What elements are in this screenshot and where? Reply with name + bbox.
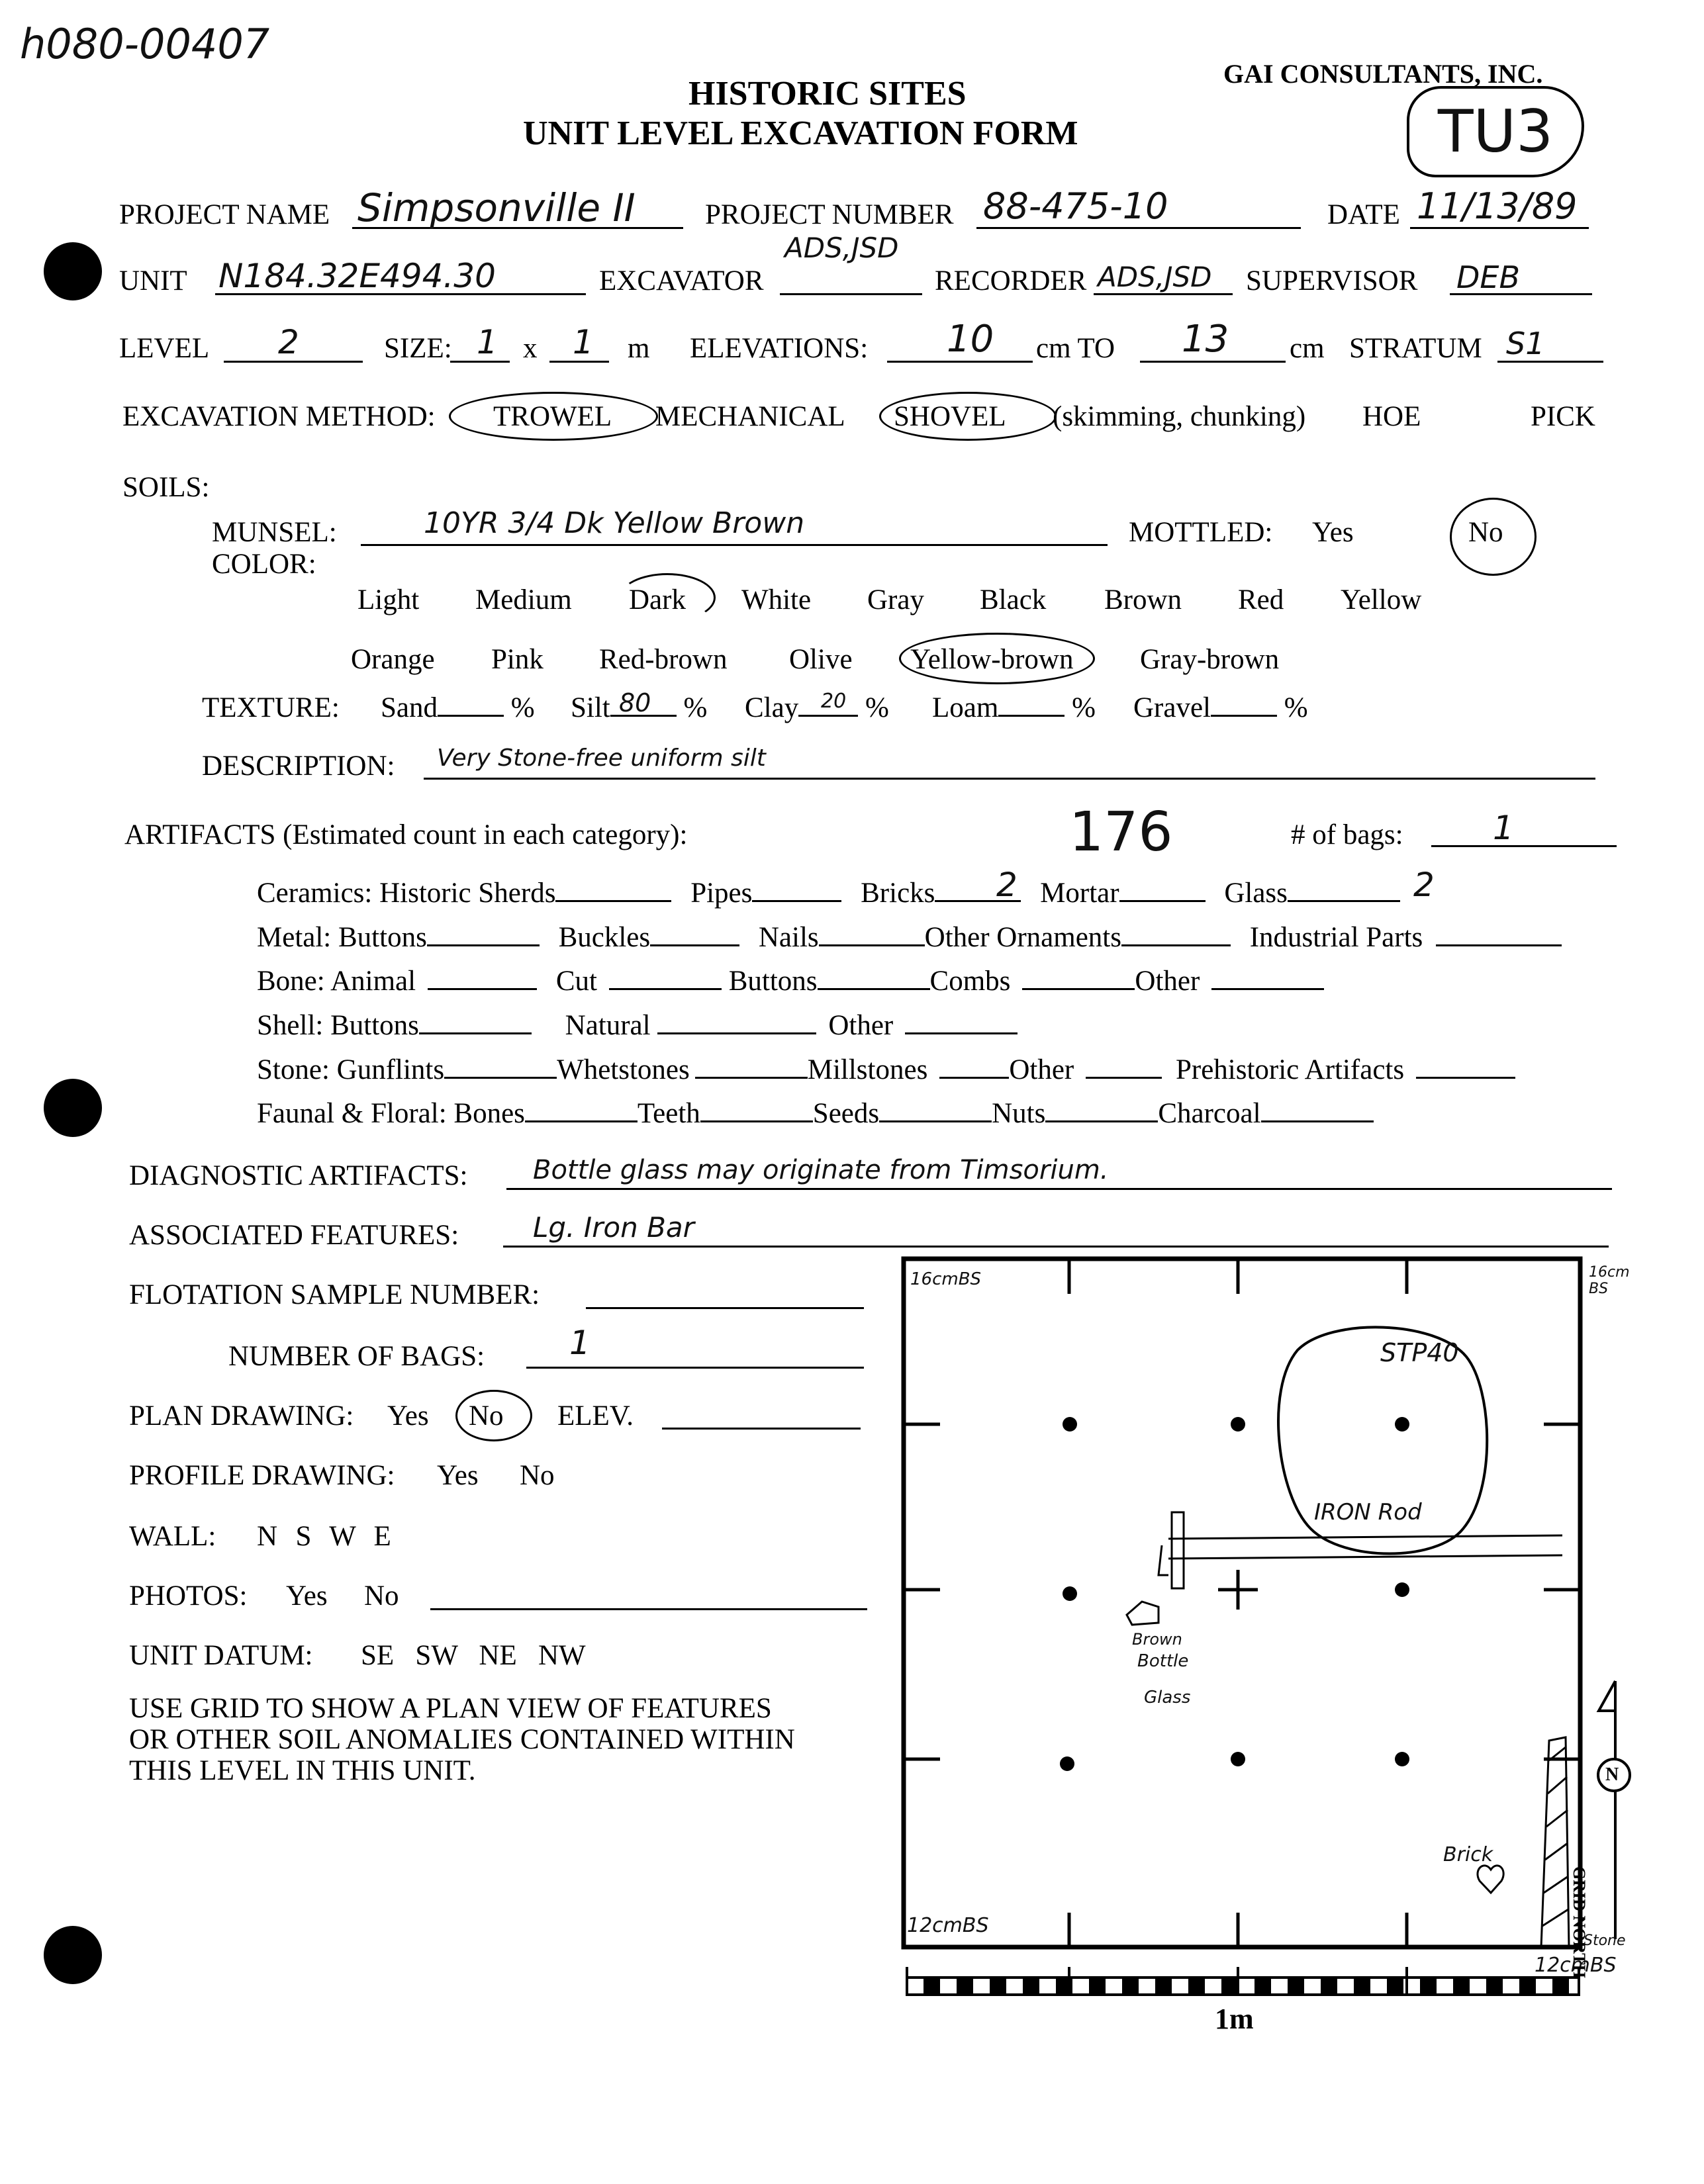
- flotation-field[interactable]: [586, 1307, 864, 1309]
- punch-hole-bottom: [44, 1926, 102, 1984]
- seeds-field[interactable]: [879, 1120, 992, 1122]
- gunflints-field[interactable]: [444, 1076, 557, 1079]
- texture-loam: Loam %: [932, 692, 1096, 723]
- plan-glass-note-3: Glass: [1144, 1688, 1191, 1707]
- glass-value: 2: [1413, 866, 1435, 904]
- color-medium[interactable]: Medium: [475, 584, 572, 615]
- color-light[interactable]: Light: [357, 584, 420, 615]
- number-of-bags-label: NUMBER OF BAGS:: [228, 1341, 485, 1372]
- excavator-value: ADS,JSD: [784, 232, 899, 264]
- elev-field[interactable]: [662, 1428, 861, 1430]
- other-ornaments-field[interactable]: [1121, 944, 1231, 946]
- profile-drawing-label: PROFILE DRAWING:: [129, 1460, 395, 1491]
- sand-field[interactable]: [438, 714, 504, 717]
- plan-no[interactable]: No: [469, 1400, 504, 1432]
- color-gray[interactable]: Gray: [867, 584, 924, 615]
- level-value: 2: [278, 323, 299, 361]
- munsel-field[interactable]: [361, 544, 1108, 546]
- silt-value: 80: [619, 688, 651, 717]
- recorder-field[interactable]: [1094, 293, 1233, 295]
- num-bags-value: 1: [1493, 809, 1514, 847]
- color-orange[interactable]: Orange: [351, 644, 435, 675]
- size-x-label: x: [523, 333, 538, 364]
- clay-value: 20: [821, 690, 847, 713]
- photos-yes[interactable]: Yes: [286, 1580, 328, 1612]
- artifact-total-value: 176: [1069, 801, 1173, 864]
- elevations-label: ELEVATIONS:: [690, 333, 869, 364]
- cut-field[interactable]: [609, 987, 722, 990]
- stratum-label: STRATUM: [1349, 333, 1482, 364]
- elev-from-value: 10: [947, 318, 994, 361]
- plan-glass-note-2: Bottle: [1137, 1651, 1189, 1671]
- ceramics-row: Ceramics: Historic Sherds Pipes Bricks Mortar Glass: [257, 877, 1400, 909]
- profile-yes[interactable]: Yes: [437, 1460, 479, 1491]
- metal-buttons-field[interactable]: [427, 944, 540, 946]
- texture-sand: Sand %: [381, 692, 535, 723]
- charcoal-field[interactable]: [1261, 1120, 1374, 1122]
- plan-stone-label: Stone: [1584, 1933, 1626, 1949]
- description-value: Very Stone-free uniform silt: [437, 745, 766, 772]
- plan-ne-depth: 16cm BS: [1589, 1264, 1630, 1297]
- scale-bar: [907, 1967, 1579, 1995]
- clay-field[interactable]: [798, 714, 858, 717]
- photos-label: PHOTOS:: [129, 1580, 248, 1612]
- color-olive[interactable]: Olive: [789, 644, 853, 675]
- page-title-line2: UNIT LEVEL EXCAVATION FORM: [523, 114, 1078, 152]
- grid-instructions-3: THIS LEVEL IN THIS UNIT.: [129, 1755, 476, 1786]
- texture-gravel: Gravel %: [1133, 692, 1308, 723]
- elev-cm-to-label: cm TO: [1036, 333, 1115, 364]
- metal-row: Metal: Buttons Buckles Nails Other Ornaments Industrial Parts: [257, 921, 1562, 954]
- associated-value: Lg. Iron Bar: [533, 1211, 694, 1244]
- punch-hole-middle: [44, 1079, 102, 1137]
- color-label: COLOR:: [212, 549, 316, 580]
- plan-stp-label: STP40: [1380, 1338, 1459, 1367]
- shell-row: Shell: Buttons Natural Other: [257, 1009, 1018, 1042]
- artifacts-label: ARTIFACTS (Estimated count in each category):: [124, 819, 688, 850]
- prehistoric-artifacts-field[interactable]: [1416, 1076, 1515, 1079]
- elev-label: ELEV.: [557, 1400, 634, 1432]
- color-red-brown[interactable]: Red-brown: [599, 644, 728, 675]
- unit-value: N184.32E494.30: [218, 257, 496, 295]
- whetstones-field[interactable]: [695, 1076, 808, 1079]
- supervisor-value: DEB: [1456, 259, 1521, 295]
- excavator-label: EXCAVATOR: [599, 265, 764, 296]
- method-skimming: (skimming, chunking): [1053, 401, 1306, 432]
- millstones-field[interactable]: [939, 1076, 1009, 1079]
- stone-other-field[interactable]: [1086, 1076, 1162, 1079]
- date-value: 11/13/89: [1417, 185, 1578, 227]
- excavator-field[interactable]: [780, 293, 922, 295]
- faunal-row: Faunal & Floral: Bones Teeth Seeds Nuts Charcoal: [257, 1097, 1374, 1130]
- size-m-label: m: [628, 333, 650, 364]
- shell-other-field[interactable]: [905, 1032, 1018, 1034]
- stone-feature: [1541, 1737, 1569, 1947]
- grid-instructions-2: OR OTHER SOIL ANOMALIES CONTAINED WITHIN: [129, 1724, 795, 1755]
- unit-tag: TU3: [1407, 86, 1584, 177]
- method-trowel[interactable]: TROWEL: [493, 401, 612, 432]
- bricks-value: 2: [996, 866, 1018, 904]
- color-red[interactable]: Red: [1238, 584, 1284, 615]
- nuts-field[interactable]: [1045, 1120, 1158, 1122]
- recorder-label: RECORDER: [935, 265, 1087, 296]
- grid-dots: [1060, 1417, 1409, 1771]
- teeth-field[interactable]: [700, 1120, 813, 1122]
- description-field[interactable]: [424, 778, 1595, 780]
- method-pick[interactable]: PICK: [1531, 401, 1595, 432]
- historic-sherds-field[interactable]: [555, 899, 671, 902]
- plan-drawing-label: PLAN DRAWING:: [129, 1400, 354, 1432]
- animal-field[interactable]: [428, 987, 537, 990]
- mottled-yes[interactable]: Yes: [1312, 517, 1354, 548]
- elev-to-value: 13: [1182, 318, 1229, 361]
- num-bags-label: # of bags:: [1291, 819, 1403, 850]
- plan-brick-label: Brick: [1443, 1843, 1493, 1866]
- color-dark[interactable]: Dark: [629, 584, 686, 615]
- bones-field[interactable]: [525, 1120, 638, 1122]
- wall-options[interactable]: N S W E: [257, 1521, 393, 1552]
- plan-sw-depth: 12cmBS: [907, 1914, 989, 1937]
- description-label: DESCRIPTION:: [202, 751, 395, 782]
- punch-hole-top: [44, 242, 102, 300]
- project-name-value: Simpsonville II: [357, 185, 636, 230]
- project-name-label: PROJECT NAME: [119, 199, 330, 230]
- method-shovel[interactable]: SHOVEL: [894, 401, 1006, 432]
- color-white[interactable]: White: [741, 584, 812, 615]
- date-label: DATE: [1327, 199, 1400, 230]
- number-of-bags-value: 1: [569, 1324, 591, 1362]
- color-yellow-brown[interactable]: Yellow-brown: [910, 644, 1074, 675]
- grid-north-label: GRID NORTH: [1570, 1866, 1589, 1978]
- date-field[interactable]: [1410, 227, 1589, 229]
- mottled-no[interactable]: No: [1468, 517, 1503, 548]
- color-gray-brown[interactable]: Gray-brown: [1140, 644, 1280, 675]
- datum-options[interactable]: SE SW NE NW: [361, 1640, 586, 1671]
- file-id: h080-00407: [20, 20, 270, 68]
- color-brown[interactable]: Brown: [1104, 584, 1182, 615]
- pipes-field[interactable]: [752, 899, 841, 902]
- profile-no[interactable]: No: [520, 1460, 555, 1491]
- plan-glass-note-1: Brown: [1132, 1630, 1182, 1649]
- diagnostic-field[interactable]: [506, 1188, 1612, 1190]
- plan-se-depth: 12cmBS: [1535, 1954, 1617, 1977]
- scale-label: 1m: [1215, 2003, 1254, 2035]
- munsel-label: MUNSEL:: [212, 517, 337, 548]
- color-pink[interactable]: Pink: [491, 644, 544, 675]
- number-of-bags-field[interactable]: [526, 1367, 864, 1369]
- brick-feature: [1478, 1866, 1503, 1893]
- plan-view-grid[interactable]: [867, 1244, 1681, 2052]
- size-a-value: 1: [477, 323, 498, 361]
- page-title-line1: HISTORIC SITES: [688, 75, 967, 113]
- method-hoe[interactable]: HOE: [1362, 401, 1421, 432]
- combs-field[interactable]: [1022, 987, 1135, 990]
- plan-nw-depth: 16cmBS: [910, 1269, 982, 1289]
- north-letter: N: [1605, 1764, 1619, 1785]
- diagnostic-value: Bottle glass may originate from Timsorium.: [533, 1155, 1109, 1185]
- texture-label: TEXTURE:: [202, 692, 340, 723]
- company-name: GAI CONSULTANTS, INC.: [1223, 59, 1543, 89]
- bone-row: Bone: Animal Cut Buttons Combs Other: [257, 965, 1324, 997]
- mottled-label: MOTTLED:: [1129, 517, 1273, 548]
- unit-label: UNIT: [119, 265, 187, 296]
- flotation-label: FLOTATION SAMPLE NUMBER:: [129, 1279, 540, 1310]
- elev-to-field[interactable]: [1140, 361, 1286, 363]
- munsel-value: 10YR 3/4 Dk Yellow Brown: [424, 506, 805, 540]
- shell-buttons-field[interactable]: [419, 1032, 532, 1034]
- texture-silt: Silt %: [571, 692, 708, 723]
- project-number-field[interactable]: [976, 227, 1301, 229]
- color-black[interactable]: Black: [980, 584, 1047, 615]
- industrial-parts-field[interactable]: [1436, 944, 1562, 946]
- elev-cm-label: cm: [1290, 333, 1325, 364]
- mortar-field[interactable]: [1119, 899, 1206, 902]
- num-bags-field[interactable]: [1431, 845, 1617, 847]
- glass-fragment: [1127, 1602, 1159, 1625]
- photos-field[interactable]: [430, 1608, 867, 1610]
- bone-buttons-field[interactable]: [818, 987, 930, 990]
- stone-row: Stone: Gunflints Whetstones Millstones Other Prehistoric Artifacts: [257, 1054, 1515, 1086]
- grid-instructions-1: USE GRID TO SHOW A PLAN VIEW OF FEATURES: [129, 1693, 772, 1724]
- associated-label: ASSOCIATED FEATURES:: [129, 1220, 459, 1251]
- texture-clay: Clay %: [745, 692, 889, 723]
- elev-from-field[interactable]: [887, 361, 1033, 363]
- color-yellow[interactable]: Yellow: [1341, 584, 1422, 615]
- diagnostic-label: DIAGNOSTIC ARTIFACTS:: [129, 1160, 468, 1191]
- stratum-value: S1: [1506, 326, 1545, 361]
- level-label: LEVEL: [119, 333, 210, 364]
- supervisor-label: SUPERVISOR: [1246, 265, 1418, 296]
- method-mechanical[interactable]: MECHANICAL: [655, 401, 845, 432]
- size-label: SIZE:: [384, 333, 452, 364]
- soils-label: SOILS:: [122, 472, 210, 503]
- nails-field[interactable]: [819, 944, 925, 946]
- bone-other-field[interactable]: [1211, 987, 1324, 990]
- natural-field[interactable]: [657, 1032, 816, 1034]
- loam-field[interactable]: [998, 714, 1065, 717]
- unit-datum-label: UNIT DATUM:: [129, 1640, 313, 1671]
- recorder-value: ADS,JSD: [1098, 261, 1212, 293]
- plan-iron-rod-label: IRON Rod: [1314, 1499, 1422, 1525]
- project-number-value: 88-475-10: [983, 185, 1168, 227]
- plan-yes[interactable]: Yes: [387, 1400, 429, 1432]
- excavation-method-label: EXCAVATION METHOD:: [122, 401, 436, 432]
- gravel-field[interactable]: [1211, 714, 1277, 717]
- project-number-label: PROJECT NUMBER: [705, 199, 954, 230]
- glass-field[interactable]: [1288, 899, 1400, 902]
- wall-label: WALL:: [129, 1521, 216, 1552]
- size-b-value: 1: [573, 323, 594, 361]
- north-arrow: [1598, 1681, 1630, 1939]
- photos-no[interactable]: No: [364, 1580, 399, 1612]
- buckles-field[interactable]: [650, 944, 739, 946]
